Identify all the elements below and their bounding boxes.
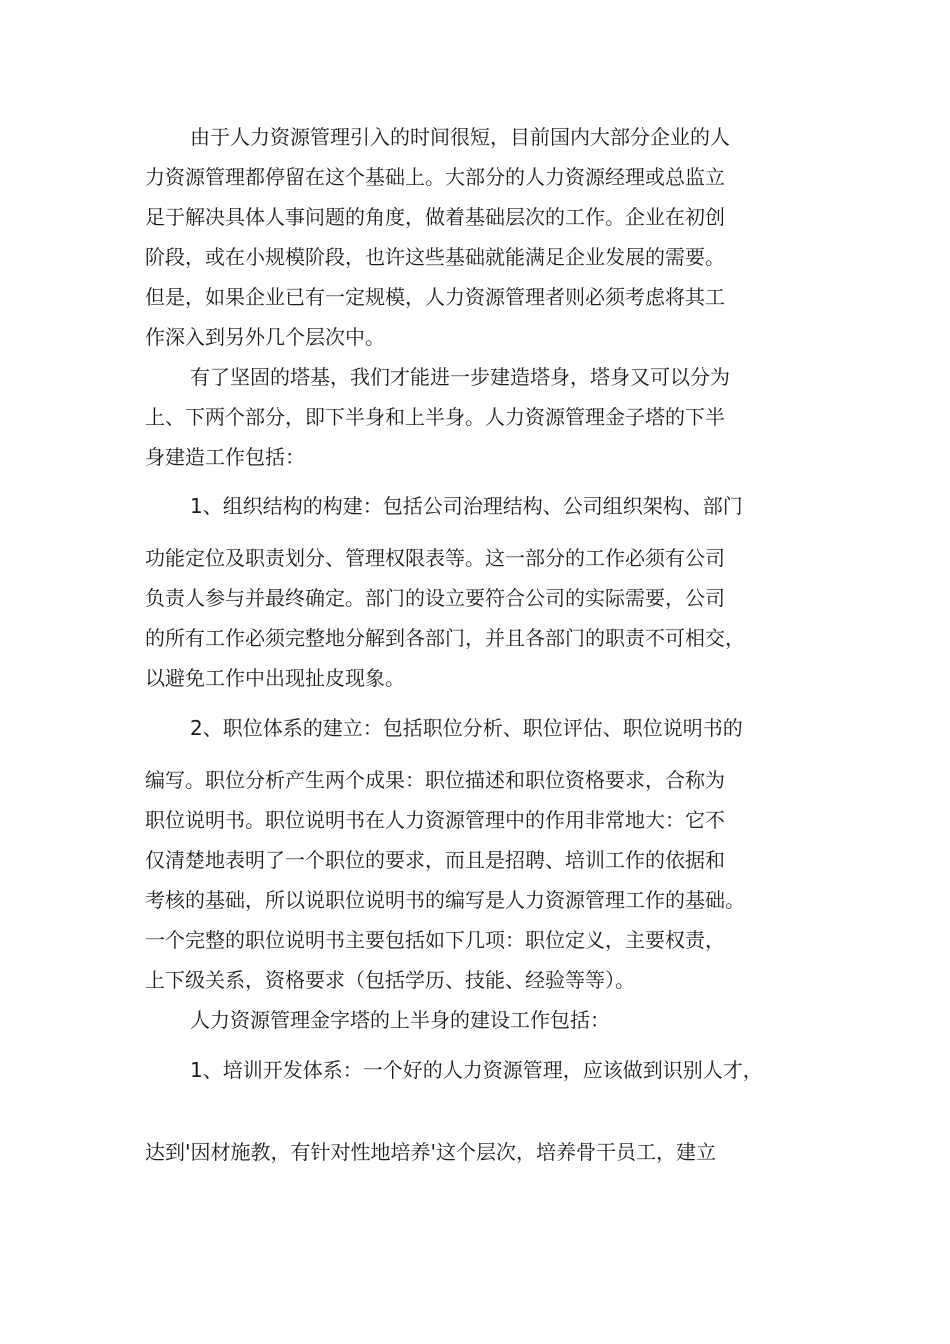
text-line: 身建造工作包括：	[145, 445, 305, 469]
text-line: 有了坚固的塔基，我们才能进一步建造塔身，塔身又可以分为	[190, 365, 730, 389]
text-line: 由于人力资源管理引入的时间很短，目前国内大部分企业的人	[190, 125, 730, 149]
text-line: 上下级关系，资格要求（包括学历、技能、经验等等）。	[145, 968, 635, 992]
text-line: 以避免工作中出现扯皮现象。	[145, 666, 405, 690]
text-line: 但是，如果企业已有一定规模，人力资源管理者则必须考虑将其工	[145, 285, 725, 309]
text-line: 1、组织结构的构建：包括公司治理结构、公司组织架构、部门	[190, 494, 743, 518]
text-line: 上、下两个部分，即下半身和上半身。人力资源管理金子塔的下半	[145, 405, 725, 429]
text-line: 功能定位及职责划分、管理权限表等。这一部分的工作必须有公司	[145, 546, 725, 570]
text-line: 职位说明书。职位说明书在人力资源管理中的作用非常地大：它不	[145, 808, 725, 832]
text-line: 负责人参与并最终确定。部门的设立要符合公司的实际需要，公司	[145, 586, 725, 610]
text-line: 2、职位体系的建立：包括职位分析、职位评估、职位说明书的	[190, 716, 743, 740]
text-line: 编写。职位分析产生两个成果：职位描述和职位资格要求，合称为	[145, 768, 725, 792]
text-line: 仅清楚地表明了一个职位的要求，而且是招聘、培训工作的依据和	[145, 848, 725, 872]
text-line: 阶段，或在小规模阶段，也许这些基础就能满足企业发展的需要。	[145, 245, 725, 269]
text-line: 人力资源管理金字塔的上半身的建设工作包括：	[190, 1008, 610, 1032]
text-line: 力资源管理都停留在这个基础上。大部分的人力资源经理或总监立	[145, 165, 725, 189]
text-line: 达到'因材施教，有针对性地培养'这个层次，培养骨干员工，建立	[145, 1140, 716, 1164]
text-line: 一个完整的职位说明书主要包括如下几项：职位定义，主要权责，	[145, 928, 725, 952]
text-line: 的所有工作必须完整地分解到各部门，并且各部门的职责不可相交，	[145, 626, 745, 650]
text-line: 1、培训开发体系：一个好的人力资源管理，应该做到识别人才，	[190, 1058, 763, 1082]
text-line: 足于解决具体人事问题的角度，做着基础层次的工作。企业在初创	[145, 205, 725, 229]
text-line: 作深入到另外几个层次中。	[145, 325, 385, 349]
text-line: 考核的基础，所以说职位说明书的编写是人力资源管理工作的基础。	[145, 888, 745, 912]
